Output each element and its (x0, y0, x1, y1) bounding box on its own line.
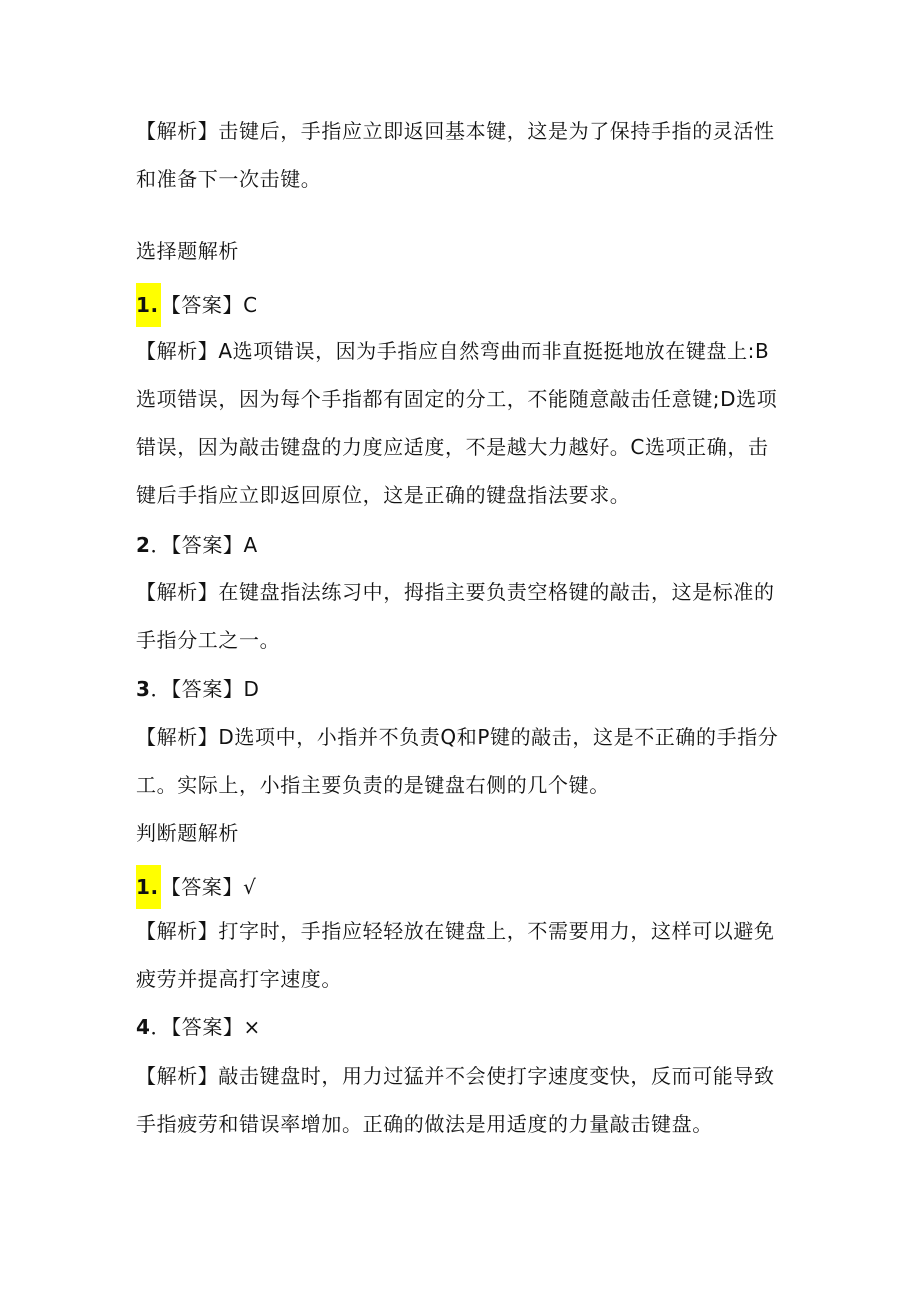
choice-q1-answer-line (136, 283, 258, 327)
choice-q1-analysis: 【解析】A选项错误，因为手指应自然弯曲而非直挺挺地放在键盘上:B选项错误，因为每个手指都有固定的分工，不能随意敲击任意键;D选项错误，因为敲击键盘的力度应适度，不是越大力越好。C选项正确，击键后手指应立即返回原位，这是正确的键盘指法要求。 (136, 339, 778, 507)
judge-q4-answer-line (136, 1011, 261, 1043)
judge-q1-answer-line (136, 865, 256, 909)
choice-section-title: 选择题解析 (136, 239, 239, 263)
judge-section-title: 判断题解析 (136, 821, 239, 845)
judge-q1-answer: 【答案】√ (160, 875, 257, 899)
choice-q3-analysis: 【解析】D选项中，小指并不负责Q和P键的敲击，这是不正确的手指分工。实际上，小指主要负责的是键盘右侧的几个键。 (136, 725, 779, 797)
choice-q3-number: 3 (136, 677, 151, 701)
judge-q4-analysis: 【解析】敲击键盘时，用力过猛并不会使打字速度变快，反而可能导致手指疲劳和错误率增加。正确的做法是用适度的力量敲击键盘。 (136, 1064, 775, 1136)
choice-q3-answer: ．【答案】D (150, 677, 260, 701)
choice-q1-number: 1. (136, 283, 161, 327)
choice-q2-answer-line (136, 529, 258, 561)
choice-q2-number: 2 (136, 533, 151, 557)
choice-q2-answer: ．【答案】A (150, 533, 258, 557)
judge-q1-analysis: 【解析】打字时，手指应轻轻放在键盘上，不需要用力，这样可以避免疲劳并提高打字速度。 (136, 919, 775, 991)
judge-q4-number: 4 (136, 1015, 151, 1039)
choice-q1-answer: 【答案】C (160, 293, 258, 317)
top-analysis: 【解析】击键后，手指应立即返回基本键，这是为了保持手指的灵活性和准备下一次击键。 (136, 119, 775, 191)
judge-q1-number: 1. (136, 865, 161, 909)
choice-q3-answer-line (136, 673, 260, 705)
judge-q4-answer: ．【答案】× (150, 1015, 261, 1039)
choice-q2-analysis: 【解析】在键盘指法练习中，拇指主要负责空格键的敲击，这是标准的手指分工之一。 (136, 580, 775, 652)
